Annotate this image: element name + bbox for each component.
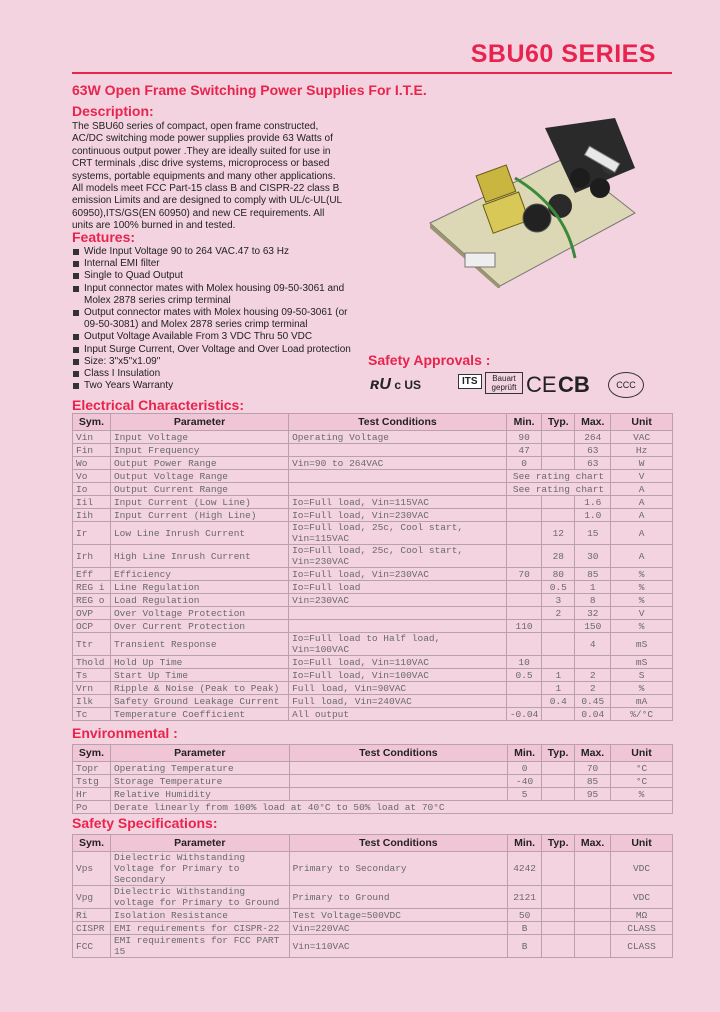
table-cell: [542, 762, 575, 775]
table-cell: Storage Temperature: [110, 775, 289, 788]
table-cell: Ripple & Noise (Peak to Peak): [110, 682, 288, 695]
table-header-row: [73, 414, 673, 431]
table-cell: [575, 656, 611, 669]
table-cell: [289, 788, 508, 801]
table-cell: [542, 708, 575, 721]
column-header: Unit: [611, 835, 673, 852]
table-cell: EMI requirements for FCC PART 15: [110, 935, 289, 958]
table-cell: Load Regulation: [110, 594, 288, 607]
column-header: Max.: [575, 745, 611, 762]
table-cell: High Line Inrush Current: [110, 545, 288, 568]
table-cell: 95: [575, 788, 611, 801]
ccc-logo: CCC: [608, 372, 644, 398]
table-cell: VDC: [611, 852, 673, 886]
table-cell: 10: [506, 656, 542, 669]
table-cell: Full load, Vin=240VAC: [289, 695, 507, 708]
table-cell: Dielectric Withstanding Voltage for Primary to Secondary: [110, 852, 289, 886]
table-cell: VDC: [611, 886, 673, 909]
table-cell: [575, 852, 611, 886]
table-row: [73, 522, 673, 545]
table-cell: 1.6: [575, 496, 611, 509]
table-cell: Over Current Protection: [110, 620, 288, 633]
table-cell: Ts: [73, 669, 111, 682]
table-cell: Primary to Secondary: [289, 852, 508, 886]
table-cell: 2: [542, 607, 575, 620]
table-cell: 8: [575, 594, 611, 607]
table-cell: %/°C: [611, 708, 673, 721]
table-cell: S: [611, 669, 673, 682]
environmental-table: [72, 744, 673, 814]
table-cell: Hold Up Time: [110, 656, 288, 669]
table-cell: [542, 431, 575, 444]
table-cell: Derate linearly from 100% load at 40°C to 50% load at 70°C: [110, 801, 672, 814]
table-cell: [542, 775, 575, 788]
table-row: [73, 444, 673, 457]
table-cell: Output Voltage Range: [110, 470, 288, 483]
table-cell: Start Up Time: [110, 669, 288, 682]
table-cell: 0.04: [575, 708, 611, 721]
table-cell: 264: [575, 431, 611, 444]
table-cell: %: [611, 568, 673, 581]
table-cell: REG o: [73, 594, 111, 607]
ul-logo: ʀU c US: [370, 376, 422, 393]
table-row: [73, 656, 673, 669]
table-cell: [506, 607, 542, 620]
table-cell: A: [611, 496, 673, 509]
table-cell: Vin=110VAC: [289, 935, 508, 958]
table-cell: [542, 922, 575, 935]
table-cell: Thold: [73, 656, 111, 669]
table-cell: 0.5: [506, 669, 542, 682]
table-cell: [289, 607, 507, 620]
list-item: Input Surge Current, Over Voltage and Over Load protection: [72, 344, 372, 356]
table-cell: [289, 620, 507, 633]
table-cell: Io=Full load, 25c, Cool start, Vin=230VAC: [289, 545, 507, 568]
table-cell: 2121: [508, 886, 542, 909]
table-cell: %: [611, 581, 673, 594]
table-cell: [542, 509, 575, 522]
table-cell: [542, 909, 575, 922]
list-item: Single to Quad Output: [72, 270, 372, 282]
table-cell: [289, 483, 507, 496]
features-list: [72, 246, 372, 392]
table-row: [73, 762, 673, 775]
its-logo: ITS: [458, 374, 482, 389]
series-title: SBU60 SERIES: [470, 40, 656, 68]
table-cell: [542, 457, 575, 470]
table-row: [73, 801, 673, 814]
table-cell: See rating chart: [506, 483, 610, 496]
table-cell: [542, 633, 575, 656]
column-header: Test Conditions: [289, 414, 507, 431]
description-text: The SBU60 series of compact, open frame constructed, AC/DC switching mode power supplies provide 63 Watts of continuous output power .They are ideally suited for use in CRT terminals ,disc drive systems, microprocess or based systems, portable equipments and many other applications. All models meet FCC Part-15 class B and CISPR-22 class B emission Limits and are designed to comply with UL/c-UL(UL 60950),ITS/GS(EN 60950) and new CE requirements. All units are 100% burned in and tested.: [72, 121, 342, 232]
table-cell: Ri: [73, 909, 111, 922]
table-row: [73, 496, 673, 509]
table-cell: [542, 496, 575, 509]
column-header: Sym.: [73, 414, 111, 431]
table-cell: °C: [611, 775, 673, 788]
list-item: Wide Input Voltage 90 to 264 VAC.47 to 63 Hz: [72, 246, 372, 258]
table-cell: All output: [289, 708, 507, 721]
table-cell: VAC: [611, 431, 673, 444]
electrical-heading: Electrical Characteristics:: [72, 397, 244, 413]
table-cell: Ttr: [73, 633, 111, 656]
table-cell: 2: [575, 669, 611, 682]
table-cell: Hz: [611, 444, 673, 457]
table-cell: Io=Full load: [289, 581, 507, 594]
table-cell: 80: [542, 568, 575, 581]
table-row: [73, 594, 673, 607]
table-cell: Isolation Resistance: [110, 909, 289, 922]
table-cell: [575, 886, 611, 909]
table-cell: Ilk: [73, 695, 111, 708]
column-header: Min.: [506, 414, 542, 431]
table-cell: [542, 886, 575, 909]
table-cell: Irh: [73, 545, 111, 568]
table-cell: Po: [73, 801, 111, 814]
table-cell: %: [611, 594, 673, 607]
table-cell: 1.0: [575, 509, 611, 522]
table-row: [73, 431, 673, 444]
table-cell: 15: [575, 522, 611, 545]
table-cell: Operating Temperature: [110, 762, 289, 775]
table-cell: Output Power Range: [110, 457, 288, 470]
table-row: [73, 620, 673, 633]
table-cell: Low Line Inrush Current: [110, 522, 288, 545]
table-row: [73, 545, 673, 568]
table-cell: Temperature Coefficient: [110, 708, 288, 721]
table-cell: %: [611, 788, 673, 801]
table-cell: Eff: [73, 568, 111, 581]
table-cell: [542, 852, 575, 886]
table-cell: Over Voltage Protection: [110, 607, 288, 620]
table-cell: [289, 470, 507, 483]
table-cell: Input Voltage: [110, 431, 288, 444]
table-cell: Input Current (High Line): [110, 509, 288, 522]
features-heading: Features:: [72, 229, 136, 245]
table-cell: A: [611, 483, 673, 496]
table-cell: V: [611, 607, 673, 620]
table-cell: 70: [506, 568, 542, 581]
table-cell: [506, 496, 542, 509]
table-cell: [506, 695, 542, 708]
table-cell: 0.45: [575, 695, 611, 708]
table-cell: Vin=230VAC: [289, 594, 507, 607]
list-item: Internal EMI filter: [72, 258, 372, 270]
table-cell: 32: [575, 607, 611, 620]
column-header: Sym.: [73, 835, 111, 852]
column-header: Test Conditions: [289, 835, 508, 852]
table-cell: See rating chart: [506, 470, 610, 483]
safety-approvals-heading: Safety Approvals :: [368, 352, 491, 368]
table-cell: 63: [575, 444, 611, 457]
table-cell: 47: [506, 444, 542, 457]
title-divider: [72, 72, 672, 74]
table-row: [73, 922, 673, 935]
table-cell: Io=Full load, Vin=230VAC: [289, 568, 507, 581]
table-cell: 0.5: [542, 581, 575, 594]
column-header: Unit: [611, 414, 673, 431]
table-cell: [506, 581, 542, 594]
table-cell: Line Regulation: [110, 581, 288, 594]
table-row: [73, 568, 673, 581]
table-cell: OVP: [73, 607, 111, 620]
table-cell: Tstg: [73, 775, 111, 788]
table-cell: [289, 762, 508, 775]
table-cell: Operating Voltage: [289, 431, 507, 444]
column-header: Typ.: [542, 745, 575, 762]
table-cell: REG i: [73, 581, 111, 594]
table-cell: 63: [575, 457, 611, 470]
table-row: [73, 457, 673, 470]
table-cell: 12: [542, 522, 575, 545]
column-header: Parameter: [110, 745, 289, 762]
table-cell: [506, 633, 542, 656]
table-cell: 110: [506, 620, 542, 633]
table-cell: B: [508, 922, 542, 935]
table-cell: 1: [542, 682, 575, 695]
table-row: [73, 886, 673, 909]
table-cell: CLASS: [611, 935, 673, 958]
table-cell: Io=Full load, Vin=100VAC: [289, 669, 507, 682]
table-cell: 30: [575, 545, 611, 568]
column-header: Test Conditions: [289, 745, 508, 762]
list-item: Class I Insulation: [72, 368, 372, 380]
table-cell: A: [611, 522, 673, 545]
table-cell: 0: [508, 762, 542, 775]
table-cell: CLASS: [611, 922, 673, 935]
list-item: Output connector mates with Molex housing 09-50-3061 (or 09-50-3081) and Molex 2878 series crimp terminal: [72, 307, 359, 331]
table-cell: Vpg: [73, 886, 111, 909]
table-cell: 50: [508, 909, 542, 922]
column-header: Min.: [508, 745, 542, 762]
table-cell: A: [611, 509, 673, 522]
cb-logo: CB: [558, 372, 590, 397]
table-cell: MΩ: [611, 909, 673, 922]
table-cell: 85: [575, 568, 611, 581]
table-cell: Input Frequency: [110, 444, 288, 457]
table-cell: Relative Humidity: [110, 788, 289, 801]
table-row: [73, 470, 673, 483]
table-cell: W: [611, 457, 673, 470]
product-photo: [425, 118, 637, 288]
table-cell: Safety Ground Leakage Current: [110, 695, 288, 708]
table-cell: Efficiency: [110, 568, 288, 581]
table-cell: Topr: [73, 762, 111, 775]
table-cell: [506, 594, 542, 607]
table-row: [73, 775, 673, 788]
table-cell: Hr: [73, 788, 111, 801]
table-cell: [506, 509, 542, 522]
table-cell: %: [611, 620, 673, 633]
table-row: [73, 935, 673, 958]
column-header: Parameter: [110, 414, 288, 431]
table-cell: 1: [575, 581, 611, 594]
table-cell: 90: [506, 431, 542, 444]
table-cell: [575, 909, 611, 922]
table-cell: [289, 775, 508, 788]
table-cell: FCC: [73, 935, 111, 958]
table-cell: 85: [575, 775, 611, 788]
table-cell: mS: [611, 656, 673, 669]
table-cell: °C: [611, 762, 673, 775]
column-header: Sym.: [73, 745, 111, 762]
table-cell: [506, 682, 542, 695]
table-cell: Vin=90 to 264VAC: [289, 457, 507, 470]
table-cell: 28: [542, 545, 575, 568]
table-cell: 4: [575, 633, 611, 656]
table-row: [73, 682, 673, 695]
list-item: Two Years Warranty: [72, 380, 372, 392]
table-cell: 0: [506, 457, 542, 470]
table-cell: [542, 935, 575, 958]
table-cell: [542, 620, 575, 633]
safety-table: [72, 834, 673, 958]
table-row: [73, 669, 673, 682]
table-cell: Iil: [73, 496, 111, 509]
description-heading: Description:: [72, 103, 154, 119]
bauart-logo: Bauart geprüft: [485, 372, 523, 394]
table-cell: Input Current (Low Line): [110, 496, 288, 509]
list-item: Output Voltage Available From 3 VDC Thru 50 VDC: [72, 331, 372, 343]
table-header-row: [73, 745, 673, 762]
table-cell: -0.04: [506, 708, 542, 721]
list-item: Input connector mates with Molex housing 09-50-3061 and Molex 2878 series crimp terminal: [72, 283, 359, 307]
table-cell: Vin: [73, 431, 111, 444]
table-cell: 4242: [508, 852, 542, 886]
table-cell: Io: [73, 483, 111, 496]
approval-logos: [368, 372, 678, 402]
table-cell: Vps: [73, 852, 111, 886]
table-cell: [506, 545, 542, 568]
table-row: [73, 581, 673, 594]
list-item: Size: 3"x5"x1.09": [72, 356, 372, 368]
table-row: [73, 695, 673, 708]
table-cell: Output Current Range: [110, 483, 288, 496]
table-cell: [542, 788, 575, 801]
table-cell: [289, 444, 507, 457]
column-header: Max.: [575, 835, 611, 852]
table-cell: Vo: [73, 470, 111, 483]
table-row: [73, 607, 673, 620]
column-header: Parameter: [110, 835, 289, 852]
column-header: Unit: [611, 745, 673, 762]
table-cell: mS: [611, 633, 673, 656]
table-cell: Dielectric Withstanding voltage for Primary to Ground: [110, 886, 289, 909]
table-cell: B: [508, 935, 542, 958]
table-cell: Io=Full load, Vin=230VAC: [289, 509, 507, 522]
table-cell: Ir: [73, 522, 111, 545]
table-cell: 0.4: [542, 695, 575, 708]
table-cell: [542, 444, 575, 457]
table-row: [73, 909, 673, 922]
table-cell: Tc: [73, 708, 111, 721]
table-cell: CISPR: [73, 922, 111, 935]
table-cell: [542, 656, 575, 669]
column-header: Typ.: [542, 414, 575, 431]
table-cell: Primary to Ground: [289, 886, 508, 909]
electrical-table: [72, 413, 673, 721]
table-cell: 70: [575, 762, 611, 775]
table-cell: 5: [508, 788, 542, 801]
ce-logo: CE: [526, 372, 557, 397]
table-cell: Test Voltage=500VDC: [289, 909, 508, 922]
table-cell: A: [611, 545, 673, 568]
table-cell: 150: [575, 620, 611, 633]
column-header: Max.: [575, 414, 611, 431]
table-cell: Wo: [73, 457, 111, 470]
table-cell: Io=Full load, Vin=115VAC: [289, 496, 507, 509]
table-cell: Iih: [73, 509, 111, 522]
table-cell: Io=Full load to Half load, Vin=100VAC: [289, 633, 507, 656]
table-cell: OCP: [73, 620, 111, 633]
table-cell: [575, 935, 611, 958]
table-cell: Transient Response: [110, 633, 288, 656]
column-header: Min.: [508, 835, 542, 852]
table-row: [73, 788, 673, 801]
table-row: [73, 633, 673, 656]
environmental-heading: Environmental :: [72, 725, 178, 741]
table-cell: 1: [542, 669, 575, 682]
table-cell: [575, 922, 611, 935]
table-row: [73, 708, 673, 721]
table-cell: Full load, Vin=90VAC: [289, 682, 507, 695]
table-cell: Io=Full load, 25c, Cool start, Vin=115VAC: [289, 522, 507, 545]
column-header: Typ.: [542, 835, 575, 852]
table-cell: Vin=220VAC: [289, 922, 508, 935]
table-cell: 3: [542, 594, 575, 607]
subtitle: 63W Open Frame Switching Power Supplies For I.T.E.: [72, 82, 427, 98]
table-row: [73, 483, 673, 496]
table-row: [73, 852, 673, 886]
table-row: [73, 509, 673, 522]
table-cell: V: [611, 470, 673, 483]
table-header-row: [73, 835, 673, 852]
table-cell: [506, 522, 542, 545]
table-cell: Fin: [73, 444, 111, 457]
table-cell: -40: [508, 775, 542, 788]
table-cell: Vrn: [73, 682, 111, 695]
table-cell: EMI requirements for CISPR-22: [110, 922, 289, 935]
table-cell: %: [611, 682, 673, 695]
table-cell: Io=Full load, Vin=110VAC: [289, 656, 507, 669]
table-cell: mA: [611, 695, 673, 708]
safety-spec-heading: Safety Specifications:: [72, 815, 218, 831]
table-cell: 2: [575, 682, 611, 695]
